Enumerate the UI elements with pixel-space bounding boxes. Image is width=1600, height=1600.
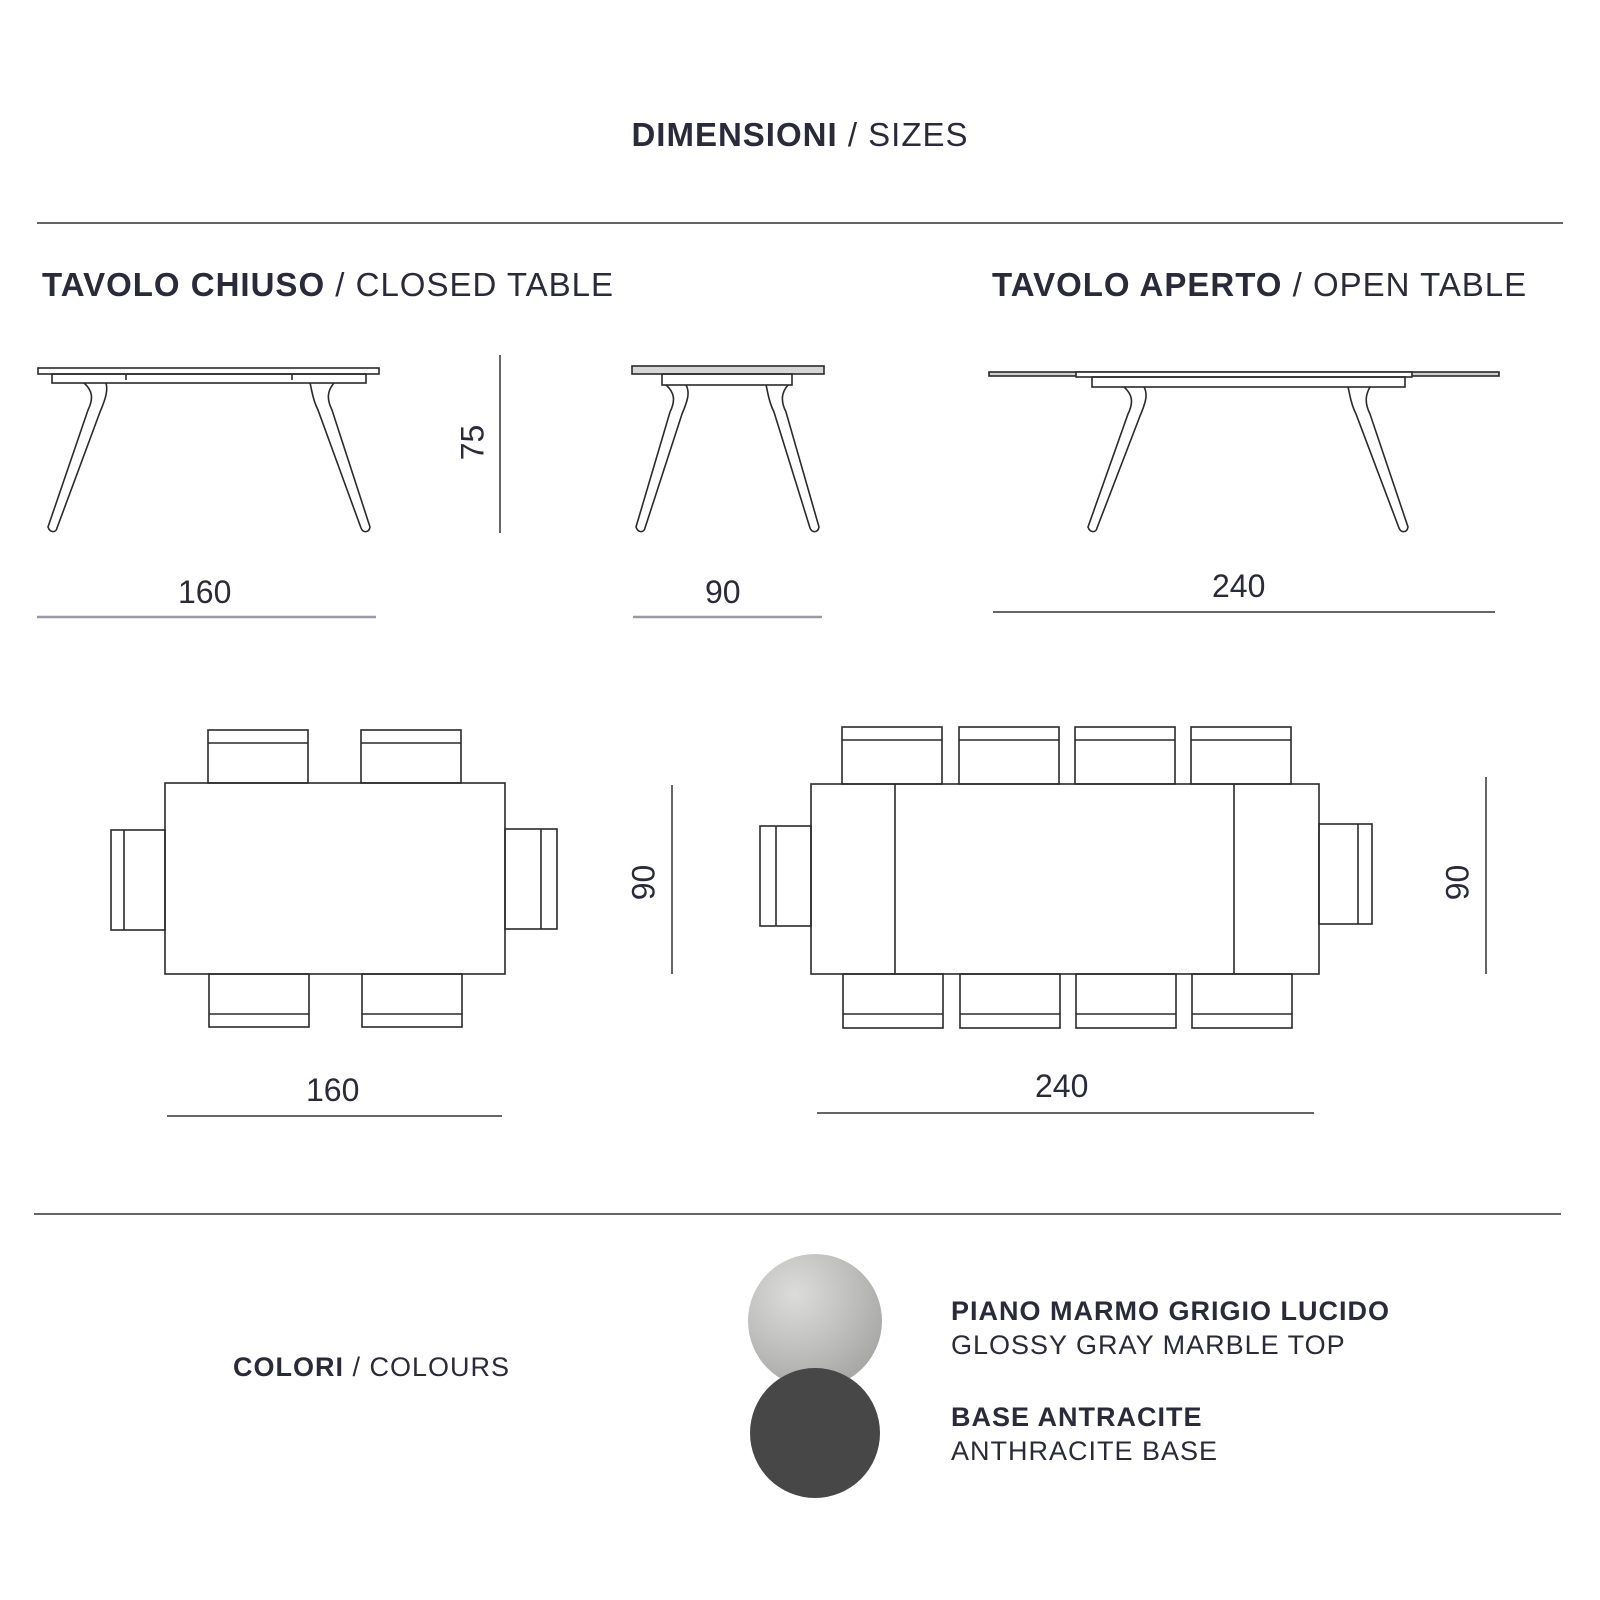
height-label: 75	[454, 424, 491, 461]
closed-plan-tabletop	[165, 783, 505, 974]
chair	[843, 974, 943, 1028]
open-heading-light: OPEN TABLE	[1312, 266, 1528, 303]
closed-table-plan-view	[111, 730, 557, 1027]
chair	[208, 730, 308, 783]
colours-title-bold: COLORI	[233, 1352, 344, 1382]
chair	[1076, 974, 1176, 1028]
closed-plan-depth-label: 90	[625, 864, 662, 901]
open-plan-depth-label: 90	[1439, 864, 1476, 901]
chair	[111, 830, 165, 930]
chair	[1191, 727, 1291, 784]
open-heading-separator: /	[1282, 266, 1313, 303]
chair	[505, 829, 557, 929]
colour-name-en: ANTHRACITE BASE	[951, 1436, 1219, 1466]
open-plan-width-label: 240	[1035, 1068, 1089, 1104]
colour-name-it: BASE ANTRACITE	[951, 1402, 1203, 1432]
chair	[1319, 824, 1372, 924]
closed-front-width-label: 160	[178, 574, 232, 610]
closed-side-depth-label: 90	[705, 574, 741, 610]
open-table-front-view	[989, 372, 1499, 532]
title-bold: DIMENSIONI	[631, 116, 838, 153]
open-front-width-label: 240	[1212, 568, 1266, 604]
colours-title	[233, 1352, 510, 1383]
open-heading-bold: TAVOLO APERTO	[992, 266, 1283, 303]
chair	[1075, 727, 1175, 784]
chair	[362, 974, 462, 1027]
colours-title-light: COLOURS	[369, 1352, 511, 1382]
closed-table-front-view	[38, 368, 379, 532]
title-light: SIZES	[868, 116, 969, 153]
closed-heading-separator: /	[325, 266, 356, 303]
open-table-plan-view	[760, 727, 1372, 1028]
closed-heading-bold: TAVOLO CHIUSO	[42, 266, 326, 303]
chair	[209, 974, 309, 1027]
colour-name-it: PIANO MARMO GRIGIO LUCIDO	[951, 1296, 1390, 1326]
colours-title-separator: /	[344, 1352, 370, 1382]
closed-heading-light: CLOSED TABLE	[355, 266, 614, 303]
open-plan-tabletop	[811, 784, 1319, 974]
closed-plan-width-label: 160	[306, 1072, 360, 1108]
chair	[842, 727, 942, 784]
chair	[960, 974, 1060, 1028]
colour-item-anthracite	[951, 1400, 1218, 1468]
chair	[959, 727, 1059, 784]
chair	[1192, 974, 1292, 1028]
closed-table-side-view	[632, 366, 824, 532]
anthracite-swatch-icon	[750, 1368, 880, 1498]
chair	[361, 730, 461, 783]
chair	[760, 826, 811, 926]
colour-item-marble	[951, 1294, 1390, 1362]
colour-name-en: GLOSSY GRAY MARBLE TOP	[951, 1330, 1346, 1360]
title-separator: /	[837, 116, 869, 153]
